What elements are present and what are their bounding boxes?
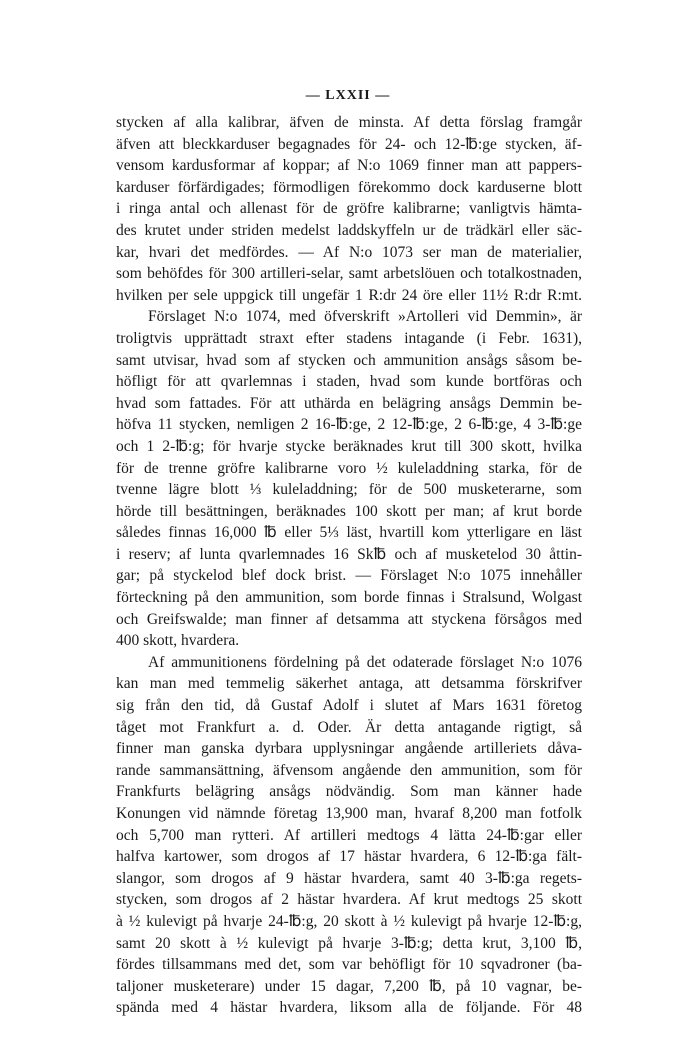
text-line: finner man ganska dyrbara upplysningar angående artilleriets dåva- xyxy=(116,740,582,758)
text-line: i ringa antal och allenast för de gröfre kalibrarne; vanligtvis hämta- xyxy=(116,200,582,218)
text-line: rande sammansättning, äfvensom angående den ammunition, som för xyxy=(116,761,582,779)
text-line: 400 skott, hvardera. xyxy=(116,632,240,650)
text-line: à ½ kulevigt på hvarje 24-℔:g, 20 skott à ½ kulevigt på hvarje 12-℔:g, xyxy=(116,912,582,930)
text-line: kar, hvari det medfördes. — Af N:o 1073 ser man de materialier, xyxy=(116,243,582,261)
text-line: och 5,700 man rytteri. Af artilleri medtogs 4 lätta 24-℔:gar eller xyxy=(116,826,582,844)
text-line: Förslaget N:o 1074, med öfverskrift »Artolleri vid Demmin», är xyxy=(148,308,582,326)
text-line: Af ammunitionens fördelning på det odaterade förslaget N:o 1076 xyxy=(148,653,582,671)
text-line: kan man med temmelig säkerhet antaga, att detsamma förskrifver xyxy=(116,675,582,693)
text-line: hvilken per sele uppgick till ungefär 1 R:dr 24 öre eller 11½ R:dr R:mt. xyxy=(116,286,582,304)
text-line: spända med 4 hästar hvardera, liksom alla de följande. För 48 xyxy=(116,999,582,1017)
text-line: således finnas 16,000 ℔ eller 5⅓ läst, hvartill kom ytterligare en läst xyxy=(116,524,582,542)
text-line: och 1 2-℔:g; för hvarje stycke beräknades krut till 300 skott, hvilka xyxy=(116,437,582,455)
text-line: hörde till besättningen, beräknades 100 skott per man; af krut borde xyxy=(116,502,582,520)
text-line: fördes tillsammans med det, som var behöfligt för 10 sqvadroner (ba- xyxy=(116,956,582,974)
text-line: samt 20 skott à ½ kulevigt på hvarje 3-℔:g; detta krut, 3,100 ℔, xyxy=(116,934,582,952)
text-line: stycken af alla kalibrar, äfven de minsta. Af detta förslag framgår xyxy=(116,114,582,131)
text-line: höfva 11 stycken, nemligen 2 16-℔:ge, 2 12-℔:ge, 2 6-℔:ge, 4 3-℔:ge xyxy=(116,416,582,434)
page-header: — LXXII — xyxy=(305,88,391,103)
text-line: des krutet under striden medelst laddskyffeln ur de trädkärl eller säc- xyxy=(116,221,582,239)
text-line: äfven att bleckkarduser begagnades för 24- och 12-℔:ge stycken, äf- xyxy=(116,135,582,153)
paragraph xyxy=(116,652,582,1019)
text-line: stycken, som drogos af 2 hästar hvardera. Af krut medtogs 25 skott xyxy=(116,891,582,909)
text-line: samt utvisar, hvad som af stycken och ammunition ansågs såsom be- xyxy=(116,351,582,369)
text-line: tåget mot Frankfurt a. d. Oder. Är detta antagande rigtigt, så xyxy=(116,718,582,736)
text-line: och Greifswalde; man finner af detsamma att styckena försågos med xyxy=(116,610,582,628)
text-line: förteckning på den ammunition, som borde finnas i Stralsund, Wolgast xyxy=(116,589,582,607)
paragraph xyxy=(116,306,582,652)
body-text xyxy=(116,112,582,1019)
text-line: Frankfurts belägring ansågs nödvändig. Som man känner hade xyxy=(116,783,582,801)
paragraph xyxy=(116,112,582,306)
text-line: gar; på styckelod blef dock brist. — Förslaget N:o 1075 innehåller xyxy=(116,567,582,585)
text-line: hvad som fattades. För att uthärda en belägring ansågs Demmin be- xyxy=(116,394,582,412)
text-line: som behöfdes för 300 artilleri-selar, samt arbetslöuen och totalkostnaden, xyxy=(116,265,582,283)
text-line: tvenne lägre blott ⅓ kuleladdning; för de 500 musketerarne, som xyxy=(116,481,582,499)
text-line: höfligt för att qvarlemnas i staden, hvad som kunde bortföras och xyxy=(116,373,582,391)
text-line: i reserv; af lunta qvarlemnades 16 Sk℔ och af musketelod 30 åttin- xyxy=(116,545,582,563)
text-line: sig från den tid, då Gustaf Adolf i slutet af Mars 1631 företog xyxy=(116,697,582,715)
text-line: slangor, som drogos af 9 hästar hvardera, samt 40 3-℔:ga regets- xyxy=(116,869,582,887)
text-line: troligtvis upprättadt straxt efter stadens intagande (i Febr. 1631), xyxy=(116,329,582,347)
text-line: Konungen vid nämnde företag 13,900 man, hvaraf 8,200 man fotfolk xyxy=(116,805,582,822)
text-line: för de trenne gröfre kalibrarne voro ½ kuleladdning starka, för de xyxy=(116,459,582,477)
text-line: halfva kartower, som drogos af 17 hästar hvardera, 6 12-℔:ga fält- xyxy=(116,848,582,866)
text-line: taljoner musketerare) under 15 dagar, 7,200 ℔, på 10 vagnar, be- xyxy=(116,977,582,995)
text-line: karduser förfärdigades; förmodligen förekommo dock karduserne blott xyxy=(116,178,582,196)
text-line: vensom kardusformar af koppar; af N:o 1069 finner man att pappers- xyxy=(116,157,582,175)
